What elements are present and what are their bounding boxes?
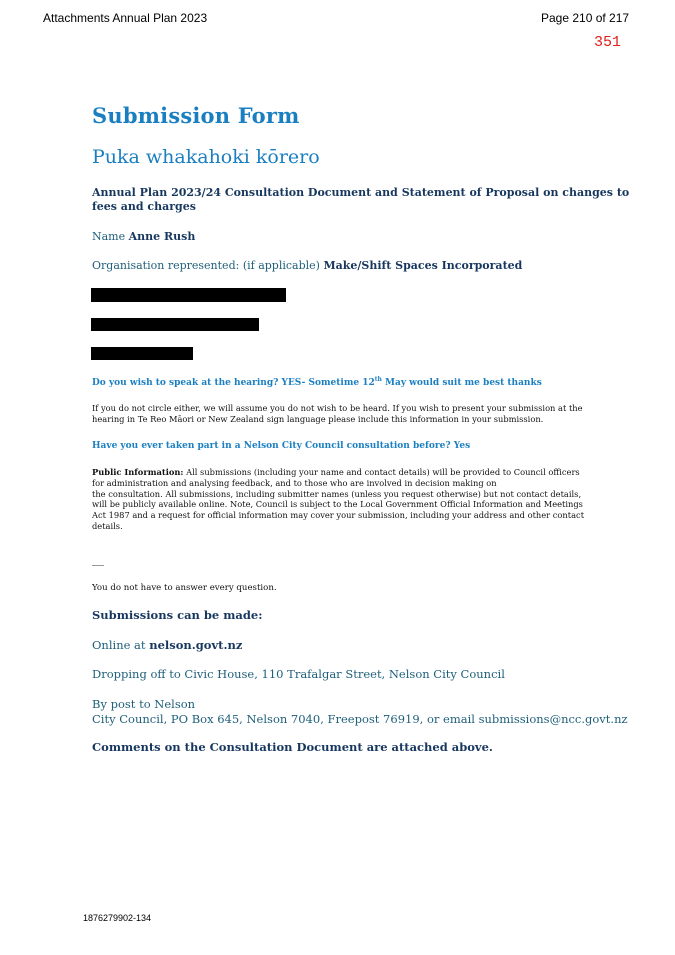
online-link[interactable]: nelson.govt.nz — [149, 638, 243, 652]
public-information — [92, 467, 584, 532]
stamp-number: 351 — [594, 34, 622, 51]
organisation-field — [92, 259, 522, 273]
public-info-line: details. — [92, 520, 123, 531]
dropoff-text: Dropping off to Civic House, 110 Trafalgar Street, Nelson City Council — [92, 667, 505, 681]
public-info-label: Public Information: — [92, 467, 184, 477]
comments-note: Comments on the Consultation Document are attached above. — [92, 740, 493, 754]
post-line: By post to Nelson — [92, 697, 196, 711]
redaction-bar — [91, 318, 259, 331]
speak-hearing-question — [92, 376, 542, 388]
public-info-line: for administration and analysing feedback, and to those who are involved in decision making on — [92, 477, 497, 488]
document-title-line: Annual Plan 2023/24 Consultation Document and Statement of Proposal on changes to — [92, 186, 630, 199]
name-label: Name — [92, 230, 129, 243]
post-line: City Council, PO Box 645, Nelson 7040, Freepost 76919, or email submissions@ncc.govt.nz — [92, 712, 628, 726]
hearing-note-line: If you do not circle either, we will assume you do not wish to be heard. If you wish to present your submission at the — [92, 403, 583, 413]
public-info-line: All submissions (including your name and contact details) will be provided to Council officers — [183, 467, 580, 477]
organisation-value: Make/Shift Spaces Incorporated — [323, 259, 523, 272]
name-field — [92, 230, 195, 244]
document-title-line: fees and charges — [92, 200, 196, 213]
document-title — [92, 186, 629, 214]
divider — [92, 565, 104, 566]
header-left-text: Attachments Annual Plan 2023 — [43, 11, 208, 25]
public-info-line: the consultation. All submissions, including submitter names (unless you request otherwise) but not contact details, — [92, 488, 582, 499]
speak-question-text: Do you wish to speak at the hearing? YES- Sometime 12 — [92, 378, 375, 388]
redaction-bar — [91, 347, 193, 360]
optional-note: You do not have to answer every question. — [92, 583, 277, 593]
online-submission — [92, 638, 242, 652]
submissions-heading: Submissions can be made: — [92, 608, 263, 622]
post-submission — [92, 697, 628, 727]
form-title: Submission Form — [92, 103, 300, 128]
online-label: Online at — [92, 638, 150, 652]
public-info-line: will be publicly available online. Note, Council is subject to the Local Government Official Information and Meetings — [92, 499, 583, 510]
speak-question-text-end: May would suit me best thanks — [381, 378, 542, 388]
form-subtitle: Puka whakahoki kōrero — [92, 146, 320, 168]
redaction-bar — [91, 288, 286, 302]
organisation-label: Organisation represented: (if applicable) — [92, 259, 324, 272]
hearing-note-line: hearing in Te Reo Māori or New Zealand sign language please include this information in your submission. — [92, 413, 544, 424]
header-page-number: Page 210 of 217 — [541, 11, 630, 25]
name-value: Anne Rush — [128, 230, 196, 243]
hearing-note — [92, 403, 583, 425]
speak-question-sup: th — [374, 376, 382, 383]
footer-doc-id: 1876279902-134 — [83, 913, 152, 923]
consultation-question: Have you ever taken part in a Nelson City Council consultation before? Yes — [92, 441, 471, 451]
public-info-line: Act 1987 and a request for official information may cover your submission, including your address and other contact — [92, 510, 585, 521]
